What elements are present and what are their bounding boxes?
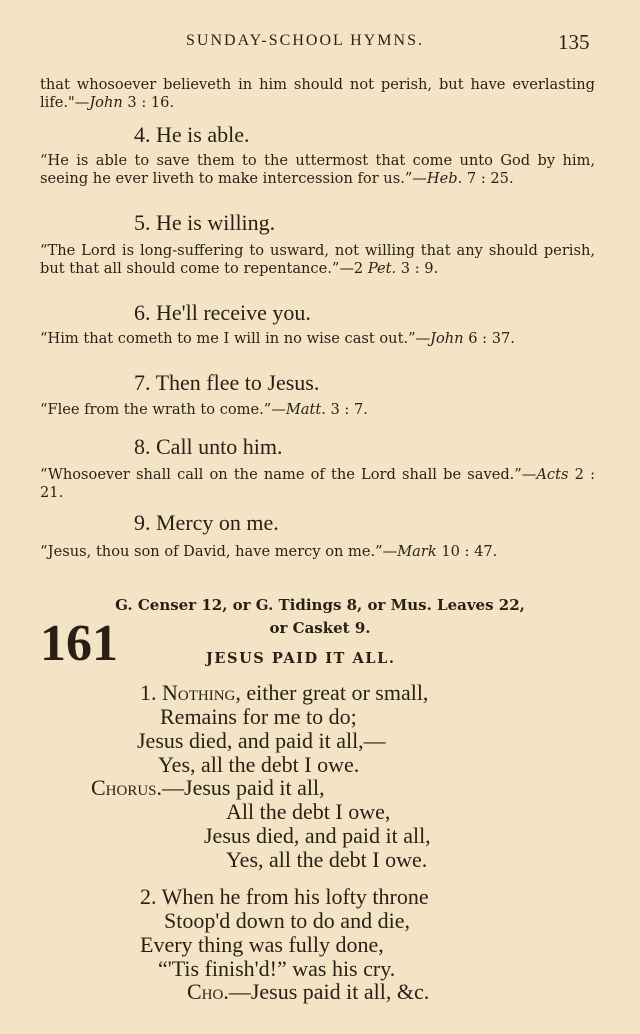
point-heading-8: 8. Call unto him. [134, 434, 283, 459]
previous-verse [40, 76, 595, 111]
point-verse-8 [40, 466, 595, 501]
stanza-number: 1. [140, 680, 157, 705]
chorus-line-1 [91, 775, 325, 801]
stanza-line-rest: , either great or small, [235, 680, 429, 705]
running-title: SUNDAY-SCHOOL HYMNS. [186, 32, 424, 49]
verse-ref-tail: 3 : 16. [122, 93, 175, 111]
verse-text: “Jesus, thou son of David, have mercy on me.”— [40, 543, 398, 560]
point-heading-6: 6. He'll receive you. [134, 300, 311, 325]
point-heading-5: 5. He is willing. [134, 210, 276, 235]
stanza-first-word: Nothing [162, 680, 236, 705]
verse-ref: John [89, 93, 123, 111]
stanza-2-line-1: 2. When he from his lofty throne [140, 884, 429, 909]
verse-ref-tail: 10 : 47. [436, 543, 498, 560]
tune-line-1: G. Censer 12, or G. Tidings 8, or Mus. Leaves 22, [115, 596, 525, 614]
chorus-cue-text: .—Jesus paid it all, &c. [223, 979, 430, 1004]
verse-text: that whosoever believeth in him should not perish, but have everlasting life."— [40, 76, 595, 111]
verse-ref: John [430, 330, 464, 347]
stanza-1-line-3: Jesus died, and paid it all,— [137, 728, 386, 753]
page-number: 135 [558, 30, 590, 54]
point-heading-7: 7. Then flee to Jesus. [134, 370, 320, 395]
tune-line-2: or Casket 9. [269, 619, 371, 637]
verse-ref-tail: 7 : 25. [462, 169, 514, 187]
verse-text: “Him that cometh to me I will in no wise cast out.”— [40, 330, 431, 347]
stanza-1-line-4: Yes, all the debt I owe. [158, 752, 360, 777]
verse-ref-tail: 3 : 9. [396, 259, 439, 277]
verse-ref: Pet. [367, 259, 397, 277]
stanza-2-chorus-cue [187, 979, 429, 1005]
verse-text: “He is able to save them to the uttermost that come unto God by him, seeing he ever liveth to make intercession for us.”— [40, 152, 595, 187]
verse-ref: Acts [536, 466, 569, 483]
verse-ref: Mark [397, 543, 437, 560]
stanza-1-line-2: Remains for me to do; [160, 704, 357, 729]
verse-ref: Heb. [426, 169, 463, 187]
chorus-label: Chorus [91, 775, 157, 800]
chorus-cue-label: Cho [187, 979, 224, 1004]
tune-references [100, 594, 540, 640]
point-heading-9: 9. Mercy on me. [134, 510, 279, 535]
verse-text: “Whosoever shall call on the name of the Lord shall be saved.”— [40, 466, 537, 483]
point-verse-4 [40, 152, 595, 187]
point-verse-6 [40, 330, 595, 348]
verse-ref: Matt. [285, 401, 326, 418]
chorus-line-text: .—Jesus paid it all, [156, 775, 325, 800]
verse-text: “Flee from the wrath to come.”— [40, 401, 286, 418]
point-heading-4: 4. He is able. [134, 122, 250, 147]
verse-text: “The Lord is long-suffering to usward, not willing that any should perish, but that all should come to repentance.”—2 [40, 242, 595, 277]
verse-ref-tail: 2 : 21. [40, 466, 595, 501]
verse-ref-tail: 6 : 37. [463, 330, 515, 347]
point-verse-7 [40, 401, 595, 419]
stanza-2-line-2: Stoop'd down to do and die, [164, 908, 410, 933]
page-header [0, 30, 640, 54]
stanza-1-line-1 [140, 680, 428, 706]
verse-ref-tail: 3 : 7. [325, 401, 368, 418]
point-verse-5 [40, 242, 595, 277]
stanza-2-line-3: Every thing was fully done, [140, 932, 384, 957]
stanza-2-line-4: “'Tis finish'd!” was his cry. [158, 956, 396, 981]
point-verse-9 [40, 543, 595, 561]
hymn-number: 161 [40, 615, 118, 672]
chorus-line-2: All the debt I owe, [226, 799, 391, 824]
chorus-line-3: Jesus died, and paid it all, [204, 823, 431, 848]
hymn-title: JESUS PAID IT ALL. [206, 650, 396, 667]
chorus-line-4: Yes, all the debt I owe. [226, 847, 428, 872]
